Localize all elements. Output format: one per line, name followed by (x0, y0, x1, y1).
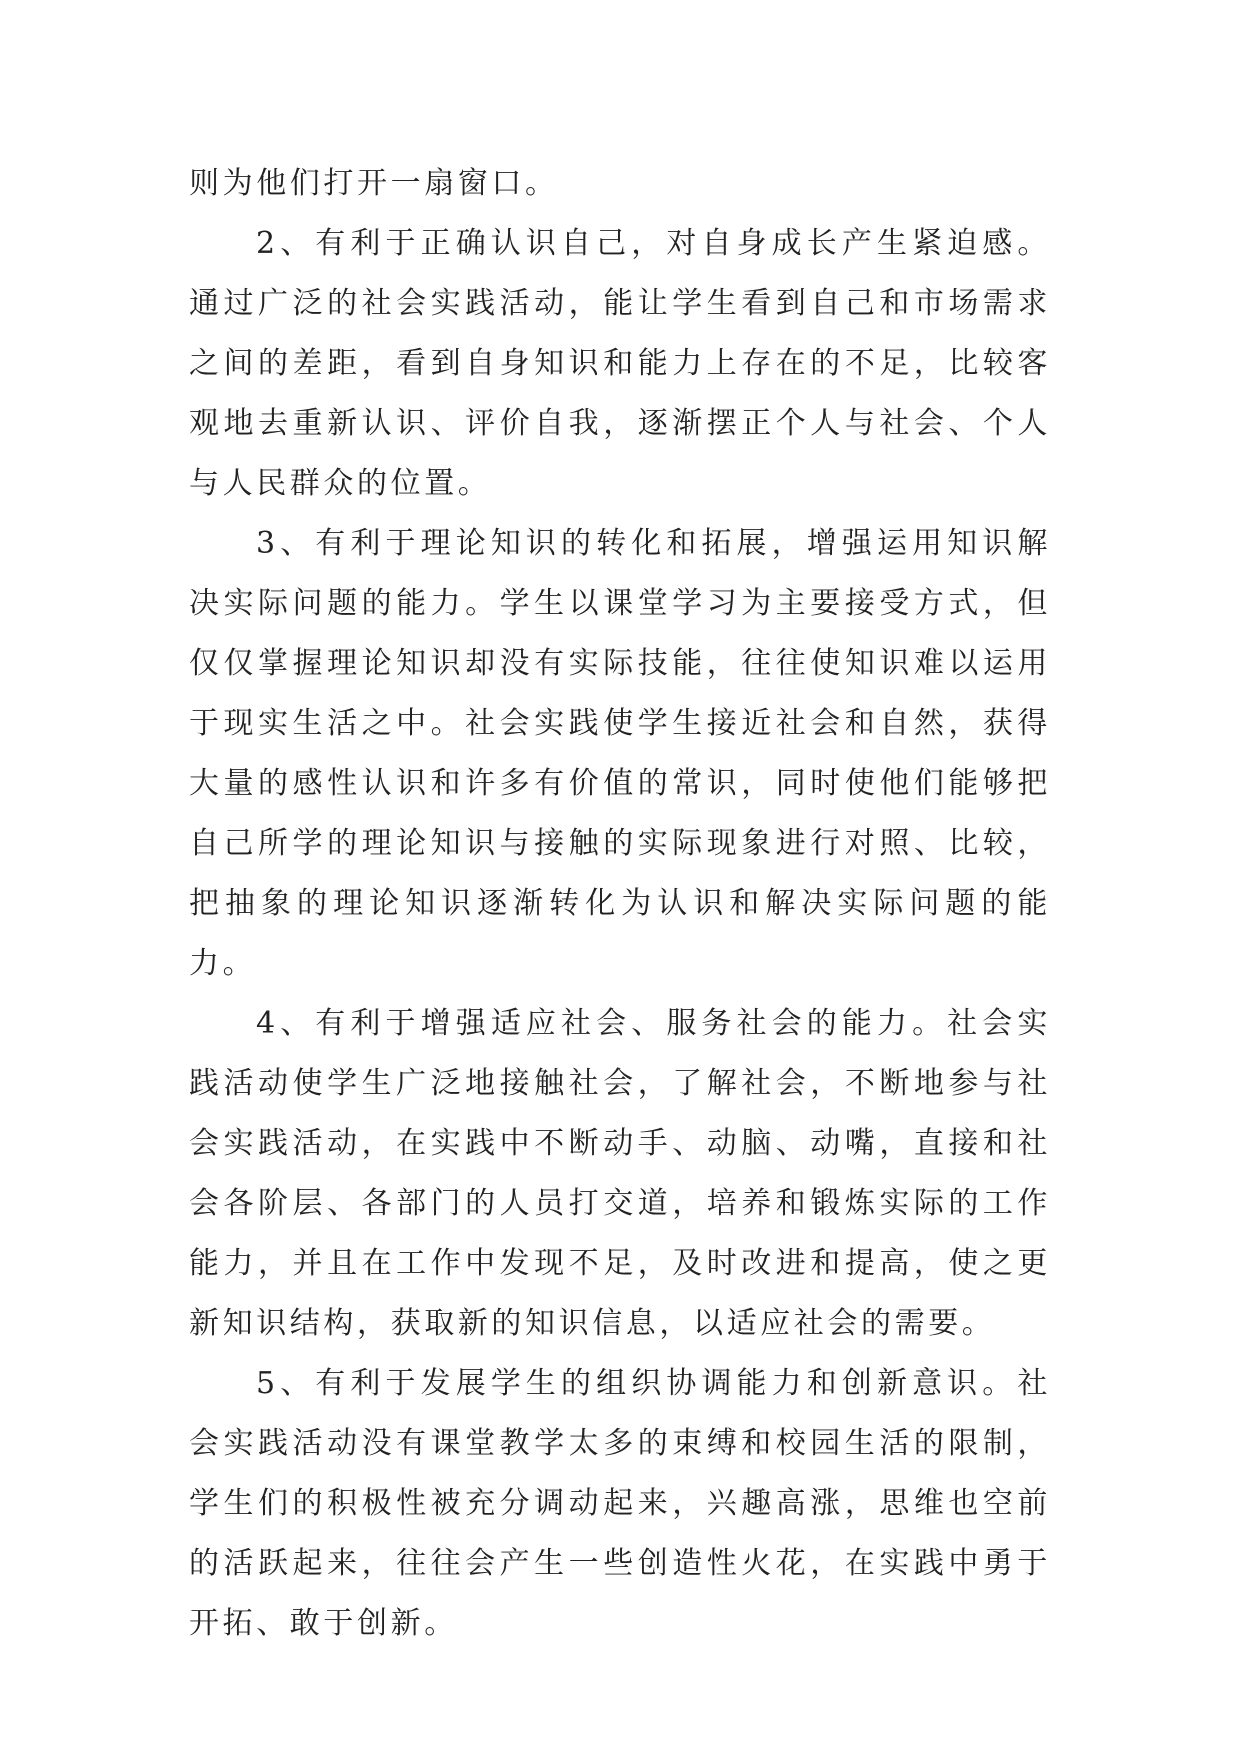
paragraph-point-4: 4、有利于增强适应社会、服务社会的能力。社会实践活动使学生广泛地接触社会，了解社会，不断地参与社会实践活动，在实践中不断动手、动脑、动嘴，直接和社会各阶层、各部门的人员打交道，培养和锻炼实际的工作能力，并且在工作中发现不足，及时改进和提高，使之更新知识结构，获取新的知识信息，以适应社会的需要。 (189, 1006, 1051, 1341)
paragraph-point-3: 3、有利于理论知识的转化和拓展，增强运用知识解决实际问题的能力。学生以课堂学习为主要接受方式，但仅仅掌握理论知识却没有实际技能，往往使知识难以运用于现实生活之中。社会实践使学生接近社会和自然，获得大量的感性认识和许多有价值的常识，同时使他们能够把自己所学的理论知识与接触的实际现象进行对照、比较，把抽象的理论知识逐渐转化为认识和解决实际问题的能力。 (189, 526, 1051, 981)
document-body (189, 154, 1051, 1654)
paragraph-continuation: 则为他们打开一扇窗口。 (189, 166, 559, 201)
paragraph-point-2: 2、有利于正确认识自己，对自身成长产生紧迫感。通过广泛的社会实践活动，能让学生看到自己和市场需求之间的差距，看到自身知识和能力上存在的不足，比较客观地去重新认识、评价自我，逐渐摆正个人与社会、个人与人民群众的位置。 (189, 226, 1051, 501)
paragraph-point-5: 5、有利于发展学生的组织协调能力和创新意识。社会实践活动没有课堂教学太多的束缚和校园生活的限制，学生们的积极性被充分调动起来，兴趣高涨，思维也空前的活跃起来，往往会产生一些创造性火花，在实践中勇于开拓、敢于创新。 (189, 1366, 1051, 1641)
